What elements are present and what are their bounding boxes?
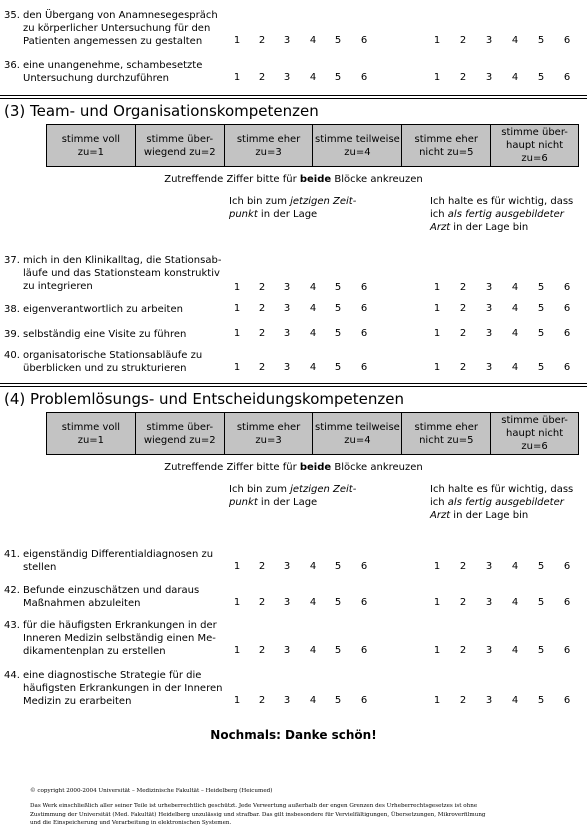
rating-option-goal-2[interactable]: 2 xyxy=(459,303,467,314)
rating-option-now-6[interactable]: 6 xyxy=(360,695,368,706)
legal-notice-line: und die Einspeicherung und Verarbeitung in elektronischen Systemen. xyxy=(30,820,232,826)
text: ich xyxy=(430,497,448,508)
column-header-line xyxy=(229,195,356,208)
question-text-line: Befunde einzuschätzen und daraus xyxy=(23,585,200,596)
rating-option-goal-3[interactable]: 3 xyxy=(485,597,493,608)
question-item xyxy=(4,619,229,658)
rating-option-now-5[interactable]: 5 xyxy=(334,303,342,314)
rating-option-now-1[interactable]: 1 xyxy=(233,72,241,83)
rating-option-now-3[interactable]: 3 xyxy=(283,362,291,373)
question-item xyxy=(4,328,229,341)
scale-cell-line: zu=4 xyxy=(344,434,371,446)
rating-option-now-4[interactable]: 4 xyxy=(309,35,317,46)
question-text-line: mich in den Klinikalltag, die Stationsab- xyxy=(23,255,222,266)
rating-option-now-3[interactable]: 3 xyxy=(283,695,291,706)
question-text-line: dikamentenplan zu erstellen xyxy=(23,646,166,657)
rating-option-now-5[interactable]: 5 xyxy=(334,35,342,46)
rating-option-goal-3[interactable]: 3 xyxy=(485,645,493,656)
column-header-goal xyxy=(430,483,573,522)
column-header-line xyxy=(229,496,356,509)
question-number: 37. xyxy=(4,255,20,266)
scale-cell-4 xyxy=(313,413,402,455)
rating-option-goal-4[interactable]: 4 xyxy=(511,303,519,314)
rating-option-now-3[interactable]: 3 xyxy=(283,561,291,572)
question-number: 35. xyxy=(4,10,20,21)
instruction-part: Zutreffende Ziffer bitte für xyxy=(164,174,300,185)
rating-option-now-4[interactable]: 4 xyxy=(309,303,317,314)
scale-cell-line: stimme eher xyxy=(236,133,301,145)
rating-option-now-2[interactable]: 2 xyxy=(258,72,266,83)
rating-option-goal-5[interactable]: 5 xyxy=(537,362,545,373)
column-header-line xyxy=(430,509,573,522)
scale-cell-line: zu=3 xyxy=(255,434,282,446)
instruction-text xyxy=(0,174,587,185)
scale-cell-6 xyxy=(491,125,579,167)
column-header-line: Ich halte es für wichtig, dass xyxy=(430,484,574,495)
question-text-line: Patienten angemessen zu gestalten xyxy=(23,36,203,47)
scale-cell-5 xyxy=(402,125,491,167)
rating-option-now-6[interactable]: 6 xyxy=(360,597,368,608)
question-text-line: für die häufigsten Erkrankungen in der xyxy=(23,620,217,631)
text: in der Lage xyxy=(257,497,318,508)
question-number: 43. xyxy=(4,620,20,631)
rating-option-goal-6[interactable]: 6 xyxy=(563,72,571,83)
question-item xyxy=(4,254,229,293)
scale-cell-3 xyxy=(224,125,313,167)
text: in der Lage bin xyxy=(450,510,529,521)
scale-cell-1 xyxy=(47,413,136,455)
column-header-line xyxy=(430,496,573,509)
closing-thanks: Nochmals: Danke schön! xyxy=(210,728,377,742)
section-divider xyxy=(0,383,587,384)
rating-option-goal-6[interactable]: 6 xyxy=(563,597,571,608)
text: punkt xyxy=(229,209,258,220)
rating-option-now-5[interactable]: 5 xyxy=(334,597,342,608)
rating-option-now-2[interactable]: 2 xyxy=(258,362,266,373)
text: in der Lage xyxy=(257,209,318,220)
rating-option-goal-5[interactable]: 5 xyxy=(537,328,545,339)
rating-option-goal-6[interactable]: 6 xyxy=(563,561,571,572)
question-number: 36. xyxy=(4,60,20,71)
scale-cell-line: zu=1 xyxy=(77,434,105,446)
rating-option-goal-6[interactable]: 6 xyxy=(563,695,571,706)
rating-option-goal-6[interactable]: 6 xyxy=(563,282,571,293)
rating-option-now-1[interactable]: 1 xyxy=(233,597,241,608)
scale-cell-line: stimme über- xyxy=(501,415,568,426)
rating-scale-legend xyxy=(46,412,579,455)
rating-option-now-4[interactable]: 4 xyxy=(309,597,317,608)
rating-option-now-2[interactable]: 2 xyxy=(258,645,266,656)
rating-option-now-2[interactable]: 2 xyxy=(258,328,266,339)
scale-cell-2 xyxy=(135,413,224,455)
rating-option-goal-4[interactable]: 4 xyxy=(511,328,519,339)
rating-option-now-5[interactable]: 5 xyxy=(334,561,342,572)
text: punkt xyxy=(229,497,258,508)
question-text-line: eine diagnostische Strategie für die xyxy=(23,670,202,681)
rating-option-now-1[interactable]: 1 xyxy=(233,695,241,706)
rating-option-goal-4[interactable]: 4 xyxy=(511,362,519,373)
rating-option-goal-1[interactable]: 1 xyxy=(433,328,441,339)
question-text-line: Untersuchung durchzuführen xyxy=(23,73,170,84)
legal-notice-line: Das Werk einschließlich aller seiner Teile ist urheberrechtlich geschützt. Jede Verwertung außerhalb der engen Grenzen des Urheberrechtsgesetzes ist ohne xyxy=(30,803,478,809)
rating-option-now-5[interactable]: 5 xyxy=(334,645,342,656)
rating-option-now-3[interactable]: 3 xyxy=(283,282,291,293)
rating-option-now-4[interactable]: 4 xyxy=(309,328,317,339)
question-text-line: überblicken und zu strukturieren xyxy=(23,363,187,374)
rating-option-goal-2[interactable]: 2 xyxy=(459,695,467,706)
text: jetzigen Zeit- xyxy=(290,484,357,495)
scale-cell-line: zu=6 xyxy=(521,153,548,164)
rating-option-goal-2[interactable]: 2 xyxy=(459,35,467,46)
scale-cell-line: stimme eher xyxy=(414,133,479,145)
rating-option-now-2[interactable]: 2 xyxy=(258,282,266,293)
rating-option-now-2[interactable]: 2 xyxy=(258,303,266,314)
rating-option-goal-3[interactable]: 3 xyxy=(485,695,493,706)
rating-option-now-2[interactable]: 2 xyxy=(258,35,266,46)
rating-option-goal-1[interactable]: 1 xyxy=(433,35,441,46)
rating-option-now-6[interactable]: 6 xyxy=(360,35,368,46)
rating-option-goal-3[interactable]: 3 xyxy=(485,35,493,46)
question-number: 42. xyxy=(4,585,20,596)
column-header-line xyxy=(430,221,573,234)
rating-option-goal-3[interactable]: 3 xyxy=(485,328,493,339)
instruction-emphasis: beide xyxy=(299,174,332,185)
scale-cell-line: stimme eher xyxy=(236,421,301,433)
instruction-part: Zutreffende Ziffer bitte für xyxy=(164,462,300,473)
question-item xyxy=(4,303,229,316)
scale-cell-line: stimme voll xyxy=(61,133,121,145)
scale-cell-line: stimme teilweise xyxy=(315,133,400,145)
question-text-line: selbständig eine Visite zu führen xyxy=(23,329,187,340)
rating-option-goal-6[interactable]: 6 xyxy=(563,645,571,656)
question-text-line: eigenständig Differentialdiagnosen zu xyxy=(23,549,214,560)
column-header-now xyxy=(229,195,356,221)
section-divider xyxy=(0,98,587,99)
rating-option-goal-3[interactable]: 3 xyxy=(485,561,493,572)
question-text-line: Inneren Medizin selbständig einen Me- xyxy=(23,633,216,644)
rating-option-now-1[interactable]: 1 xyxy=(233,362,241,373)
rating-option-now-3[interactable]: 3 xyxy=(283,72,291,83)
rating-option-goal-4[interactable]: 4 xyxy=(511,645,519,656)
scale-cell-line: wiegend zu=2 xyxy=(143,146,216,158)
rating-option-now-3[interactable]: 3 xyxy=(283,328,291,339)
rating-option-goal-5[interactable]: 5 xyxy=(537,645,545,656)
column-header-goal xyxy=(430,195,573,234)
question-item xyxy=(4,59,229,85)
scale-cell-line: nicht zu=5 xyxy=(419,434,474,446)
rating-option-goal-1[interactable]: 1 xyxy=(433,645,441,656)
question-number: 41. xyxy=(4,549,20,560)
column-header-now xyxy=(229,483,356,509)
column-header-line xyxy=(430,208,573,221)
text: Arzt xyxy=(430,510,451,521)
rating-option-goal-4[interactable]: 4 xyxy=(511,695,519,706)
rating-option-now-6[interactable]: 6 xyxy=(360,362,368,373)
scale-cell-3 xyxy=(224,413,313,455)
rating-option-now-1[interactable]: 1 xyxy=(233,328,241,339)
rating-option-goal-2[interactable]: 2 xyxy=(459,282,467,293)
rating-option-now-4[interactable]: 4 xyxy=(309,282,317,293)
scale-cell-line: zu=4 xyxy=(344,146,371,158)
rating-option-goal-1[interactable]: 1 xyxy=(433,72,441,83)
scale-cell-1 xyxy=(47,125,136,167)
question-number: 39. xyxy=(4,329,20,340)
question-text-line: zu körperlicher Untersuchung für den xyxy=(23,23,211,34)
scale-cell-line: zu=1 xyxy=(77,146,105,158)
scale-cell-line: zu=3 xyxy=(255,146,282,158)
scale-cell-line: stimme teilweise xyxy=(315,421,400,433)
question-item xyxy=(4,9,229,48)
rating-option-goal-5[interactable]: 5 xyxy=(537,72,545,83)
instruction-part: Blöcke ankreuzen xyxy=(331,174,423,185)
question-text-line: organisatorische Stationsabläufe zu xyxy=(23,350,203,361)
text: als fertig ausgebildeter xyxy=(447,497,564,508)
rating-option-now-4[interactable]: 4 xyxy=(309,362,317,373)
rating-option-now-6[interactable]: 6 xyxy=(360,561,368,572)
rating-option-now-4[interactable]: 4 xyxy=(309,72,317,83)
section-divider xyxy=(0,386,587,387)
scale-cell-line: stimme voll xyxy=(61,421,121,433)
question-text-line: den Übergang von Anamnesegespräch xyxy=(23,10,218,21)
scale-cell-line: stimme über- xyxy=(146,421,214,433)
rating-option-now-5[interactable]: 5 xyxy=(334,72,342,83)
rating-option-goal-1[interactable]: 1 xyxy=(433,695,441,706)
column-header-line xyxy=(229,483,356,496)
rating-option-goal-5[interactable]: 5 xyxy=(537,695,545,706)
question-item xyxy=(4,584,229,610)
section-title: (4) Problemlösungs- und Entscheidungskompetenzen xyxy=(4,390,404,408)
question-item xyxy=(4,669,229,708)
column-header-line: Ich halte es für wichtig, dass xyxy=(430,196,574,207)
section-divider xyxy=(0,95,587,96)
rating-option-now-3[interactable]: 3 xyxy=(283,597,291,608)
rating-option-now-5[interactable]: 5 xyxy=(334,282,342,293)
rating-option-now-1[interactable]: 1 xyxy=(233,303,241,314)
rating-option-now-5[interactable]: 5 xyxy=(334,328,342,339)
rating-option-now-4[interactable]: 4 xyxy=(309,695,317,706)
question-item xyxy=(4,349,229,375)
text: Ich bin zum xyxy=(229,196,291,207)
rating-option-goal-4[interactable]: 4 xyxy=(511,597,519,608)
rating-option-goal-3[interactable]: 3 xyxy=(485,72,493,83)
column-header-line xyxy=(229,208,356,221)
scale-cell-line: haupt nicht xyxy=(506,140,564,151)
scale-cell-line: nicht zu=5 xyxy=(419,146,474,158)
text: in der Lage bin xyxy=(450,222,529,233)
rating-scale-legend xyxy=(46,124,579,167)
rating-option-now-1[interactable]: 1 xyxy=(233,35,241,46)
rating-option-now-1[interactable]: 1 xyxy=(233,645,241,656)
scale-cell-line: haupt nicht xyxy=(506,428,564,439)
rating-option-goal-2[interactable]: 2 xyxy=(459,561,467,572)
rating-option-now-2[interactable]: 2 xyxy=(258,561,266,572)
rating-option-now-4[interactable]: 4 xyxy=(309,561,317,572)
question-number: 38. xyxy=(4,304,20,315)
question-text-line: zu integrieren xyxy=(23,281,93,292)
rating-option-goal-4[interactable]: 4 xyxy=(511,561,519,572)
rating-option-goal-2[interactable]: 2 xyxy=(459,328,467,339)
rating-option-now-3[interactable]: 3 xyxy=(283,303,291,314)
scale-cell-4 xyxy=(313,125,402,167)
scale-cell-line: wiegend zu=2 xyxy=(143,434,216,446)
scale-cell-line: stimme eher xyxy=(414,421,479,433)
rating-option-goal-1[interactable]: 1 xyxy=(433,362,441,373)
text: Ich bin zum xyxy=(229,484,291,495)
rating-option-goal-2[interactable]: 2 xyxy=(459,645,467,656)
text: jetzigen Zeit- xyxy=(290,196,357,207)
rating-option-goal-5[interactable]: 5 xyxy=(537,561,545,572)
legal-notice-line: Zustimmung der Universität (Med. Fakultät) Heidelberg unzulässig und strafbar. Das gilt insbesondere für Vervielfältigungen, Übersetzungen, Mikroverfilmung xyxy=(30,811,486,818)
scale-cell-5 xyxy=(402,413,491,455)
question-number: 40. xyxy=(4,350,20,361)
instruction-text xyxy=(0,462,587,473)
scale-cell-line: zu=6 xyxy=(521,441,548,452)
scale-cell-line: stimme über- xyxy=(146,133,214,145)
rating-option-now-2[interactable]: 2 xyxy=(258,695,266,706)
scale-cell-line: stimme über- xyxy=(501,127,568,138)
rating-option-goal-5[interactable]: 5 xyxy=(537,35,545,46)
text: ich xyxy=(430,209,448,220)
question-text-line: stellen xyxy=(23,562,57,573)
rating-option-goal-4[interactable]: 4 xyxy=(511,282,519,293)
question-text-line: läufe und das Stationsteam konstruktiv xyxy=(23,268,220,279)
rating-option-goal-2[interactable]: 2 xyxy=(459,72,467,83)
rating-option-now-6[interactable]: 6 xyxy=(360,645,368,656)
rating-option-goal-5[interactable]: 5 xyxy=(537,597,545,608)
rating-option-goal-5[interactable]: 5 xyxy=(537,282,545,293)
rating-option-now-6[interactable]: 6 xyxy=(360,282,368,293)
rating-option-goal-3[interactable]: 3 xyxy=(485,282,493,293)
rating-option-goal-1[interactable]: 1 xyxy=(433,303,441,314)
instruction-emphasis: beide xyxy=(299,462,332,473)
rating-option-goal-1[interactable]: 1 xyxy=(433,561,441,572)
scale-cell-2 xyxy=(135,125,224,167)
text: als fertig ausgebildeter xyxy=(447,209,564,220)
rating-option-goal-5[interactable]: 5 xyxy=(537,303,545,314)
rating-option-goal-6[interactable]: 6 xyxy=(563,303,571,314)
rating-option-now-2[interactable]: 2 xyxy=(258,597,266,608)
rating-option-now-6[interactable]: 6 xyxy=(360,72,368,83)
question-text-line: eine unangenehme, schambesetzte xyxy=(23,60,203,71)
question-text-line: Medizin zu erarbeiten xyxy=(23,696,132,707)
rating-option-now-1[interactable]: 1 xyxy=(233,282,241,293)
question-text-line: eigenverantwortlich zu arbeiten xyxy=(23,304,183,315)
question-text-line: häufigsten Erkrankungen in der Inneren xyxy=(23,683,223,694)
rating-option-now-5[interactable]: 5 xyxy=(334,362,342,373)
rating-option-goal-3[interactable]: 3 xyxy=(485,303,493,314)
rating-option-goal-1[interactable]: 1 xyxy=(433,282,441,293)
rating-option-goal-4[interactable]: 4 xyxy=(511,35,519,46)
rating-option-goal-6[interactable]: 6 xyxy=(563,362,571,373)
scale-cell-6 xyxy=(491,413,579,455)
rating-option-now-1[interactable]: 1 xyxy=(233,561,241,572)
rating-option-goal-6[interactable]: 6 xyxy=(563,328,571,339)
rating-option-now-6[interactable]: 6 xyxy=(360,303,368,314)
copyright-notice: © copyright 2000-2004 Universität – Medizinische Fakultät – Heidelberg (Heicumed) xyxy=(30,788,273,794)
text: Arzt xyxy=(430,222,451,233)
rating-option-now-6[interactable]: 6 xyxy=(360,328,368,339)
rating-option-now-3[interactable]: 3 xyxy=(283,35,291,46)
question-item xyxy=(4,548,229,574)
instruction-part: Blöcke ankreuzen xyxy=(331,462,423,473)
rating-option-now-4[interactable]: 4 xyxy=(309,645,317,656)
rating-option-goal-3[interactable]: 3 xyxy=(485,362,493,373)
question-number: 44. xyxy=(4,670,20,681)
rating-option-goal-6[interactable]: 6 xyxy=(563,35,571,46)
rating-option-goal-4[interactable]: 4 xyxy=(511,72,519,83)
rating-option-goal-2[interactable]: 2 xyxy=(459,597,467,608)
section-title: (3) Team- und Organisationskompetenzen xyxy=(4,102,319,120)
question-text-line: Maßnahmen abzuleiten xyxy=(23,598,141,609)
rating-option-goal-1[interactable]: 1 xyxy=(433,597,441,608)
rating-option-now-3[interactable]: 3 xyxy=(283,645,291,656)
rating-option-now-5[interactable]: 5 xyxy=(334,695,342,706)
rating-option-goal-2[interactable]: 2 xyxy=(459,362,467,373)
